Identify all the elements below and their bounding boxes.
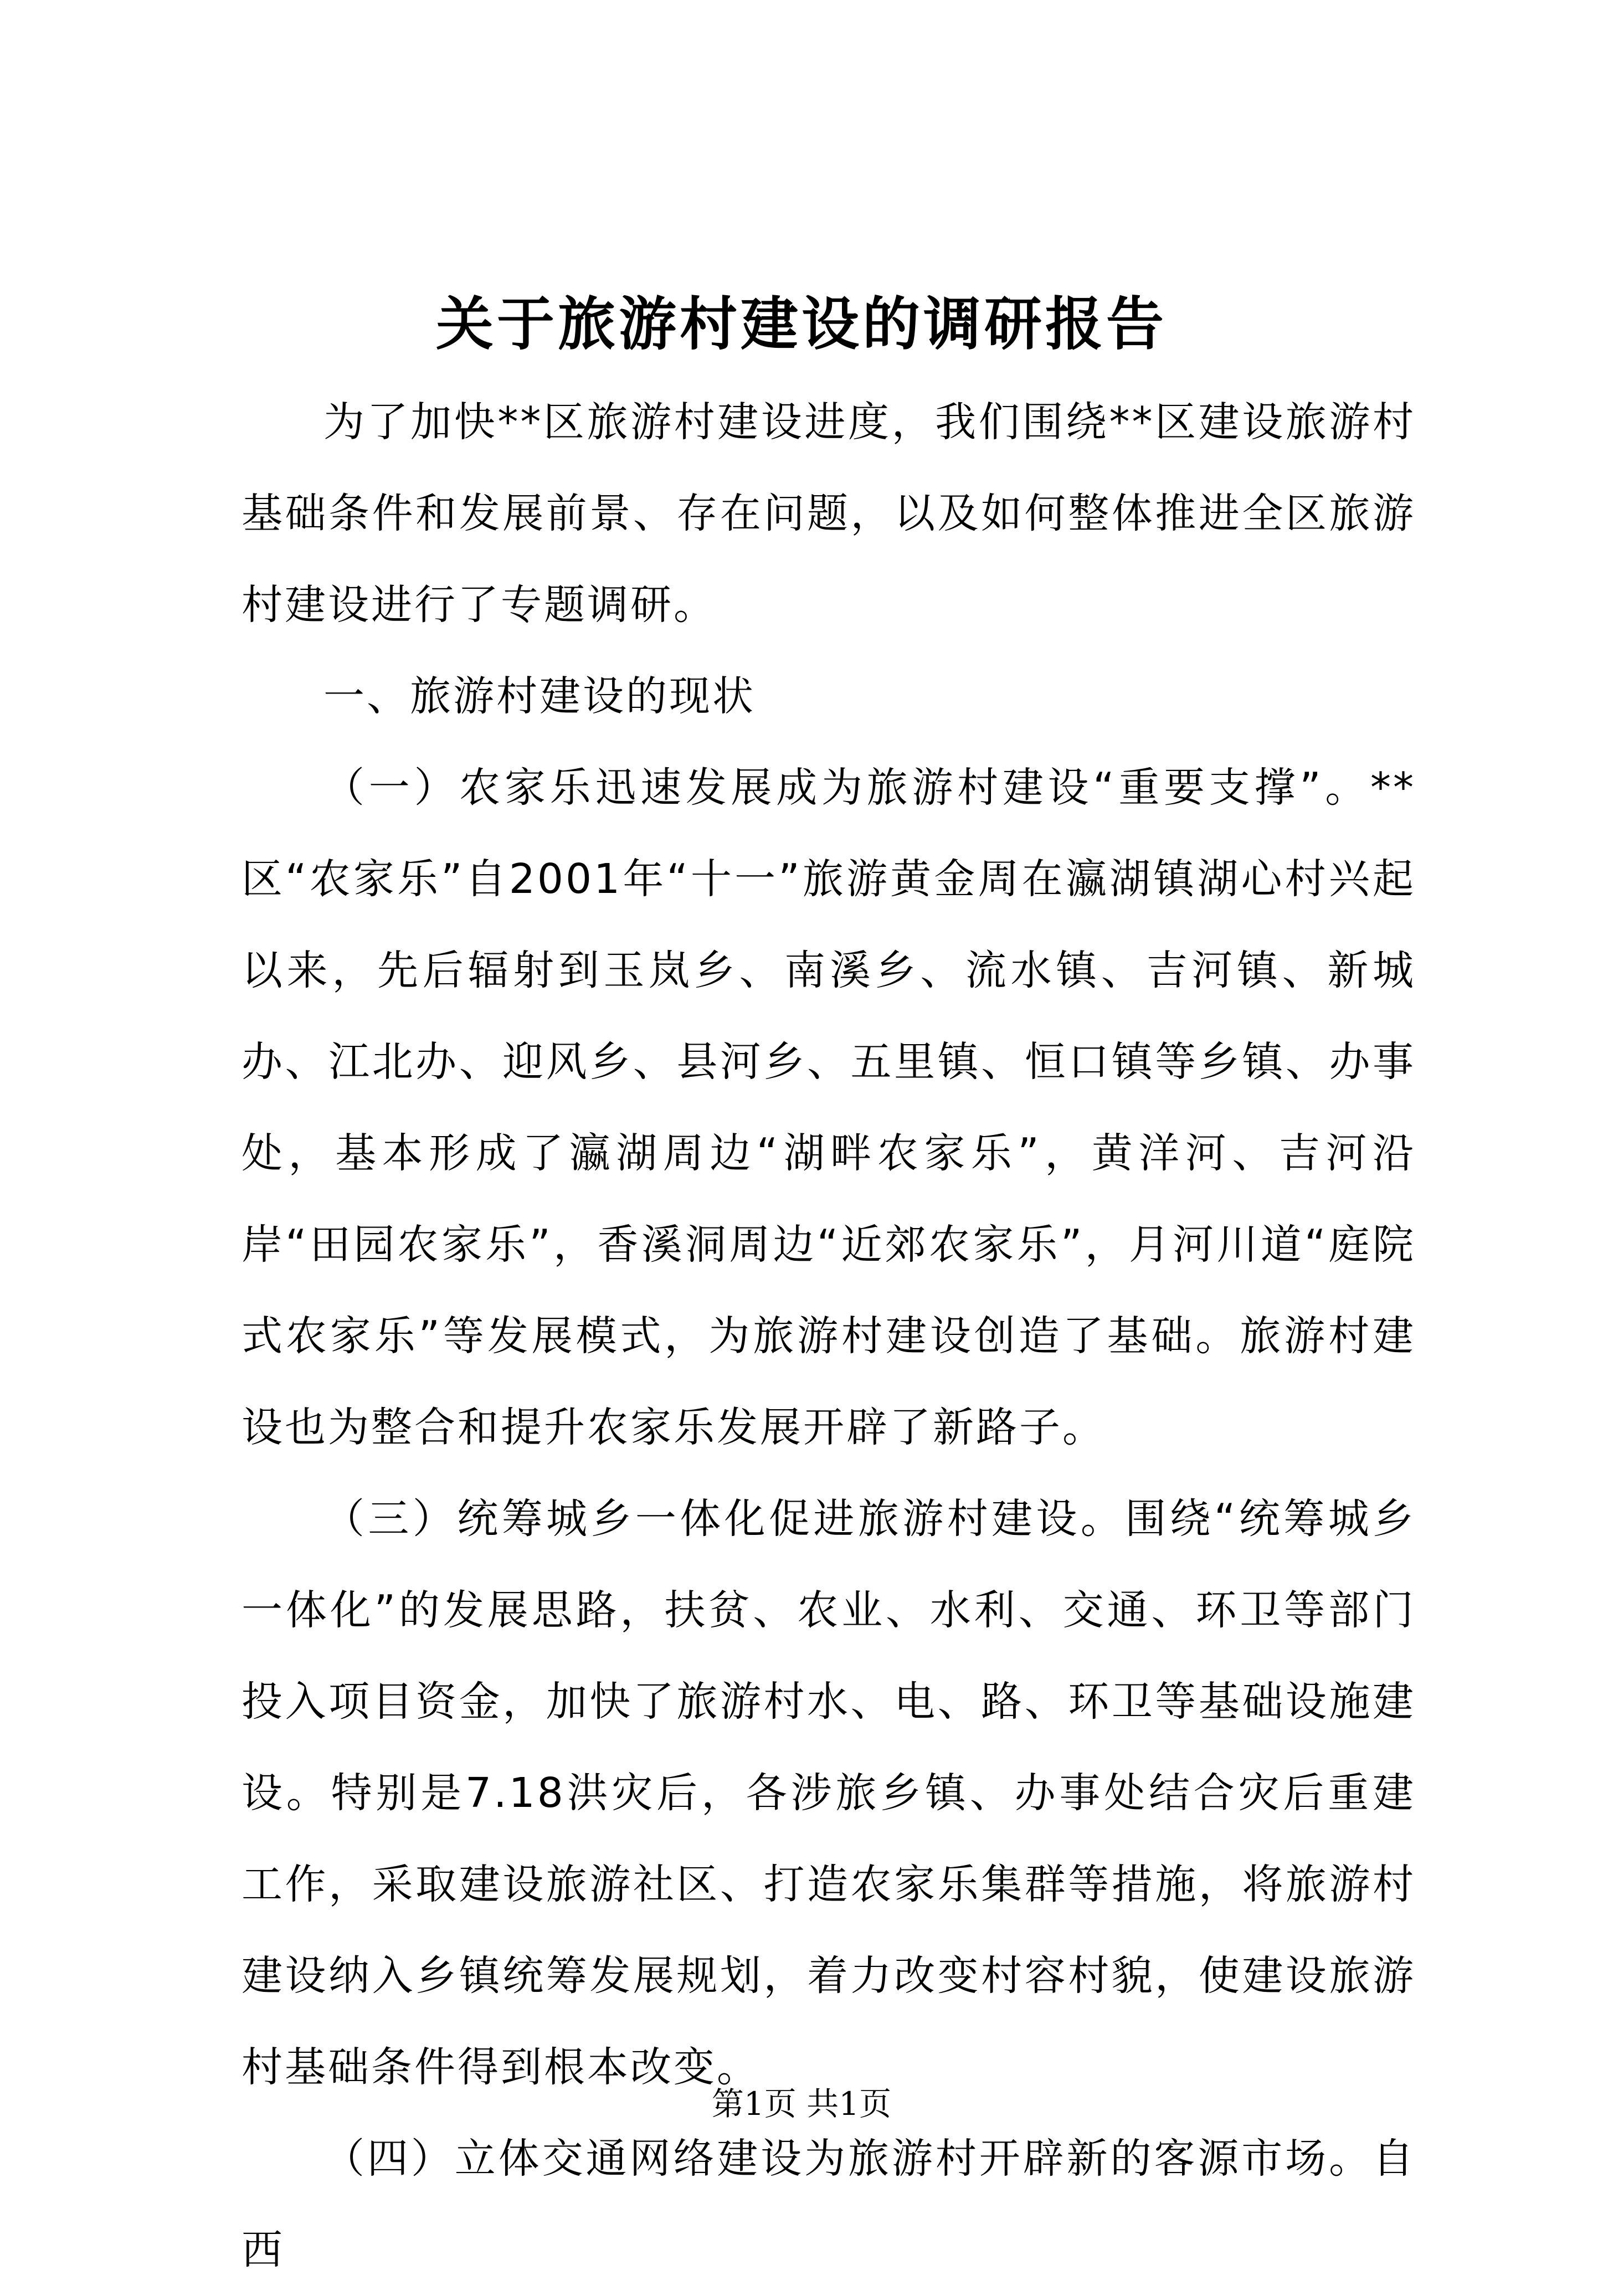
body-paragraph: （一）农家乐迅速发展成为旅游村建设“重要支撑”。**区“农家乐”自2001年“十一”旅游黄金周在瀛湖镇湖心村兴起以来，先后辐射到玉岚乡、南溪乡、流水镇、吉河镇、新城办、江北办、迎风乡、县河乡、五里镇、恒口镇等乡镇、办事处，基本形成了瀛湖周边“湖畔农家乐”，黄洋河、吉河沿岸“田园农家乐”，香溪洞周边“近郊农家乐”，月河川道“庭院式农家乐”等发展模式，为旅游村建设创造了基础。旅游村建设也为整合和提升农家乐发展开辟了新路子。 [242,764,1416,1451]
intro-paragraph: 为了加快**区旅游村建设进度，我们围绕**区建设旅游村基础条件和发展前景、存在问题，以及如何整体推进全区旅游村建设进行了专题调研。 [242,398,1416,629]
page-footer: 第1页 共1页 [711,2085,892,2123]
section-heading: 一、旅游村建设的现状 [323,672,756,720]
document-title: 关于旅游村建设的调研报告 [435,290,1167,358]
body-paragraph: （三）统筹城乡一体化促进旅游村建设。围绕“统筹城乡一体化”的发展思路，扶贫、农业、水利、交通、环卫等部门投入项目资金，加快了旅游村水、电、路、环卫等基础设施建设。特别是7.18洪灾后，各涉旅乡镇、办事处结合灾后重建工作，采取建设旅游社区、打造农家乐集群等措施，将旅游村建设纳入乡镇统筹发展规划，着力改变村容村貌，使建设旅游村基础条件得到根本改变。 [242,1495,1416,2091]
document-body [242,377,1416,2296]
body-paragraph: （四）立体交通网络建设为旅游村开辟新的客源市场。自西 [242,2135,1416,2274]
